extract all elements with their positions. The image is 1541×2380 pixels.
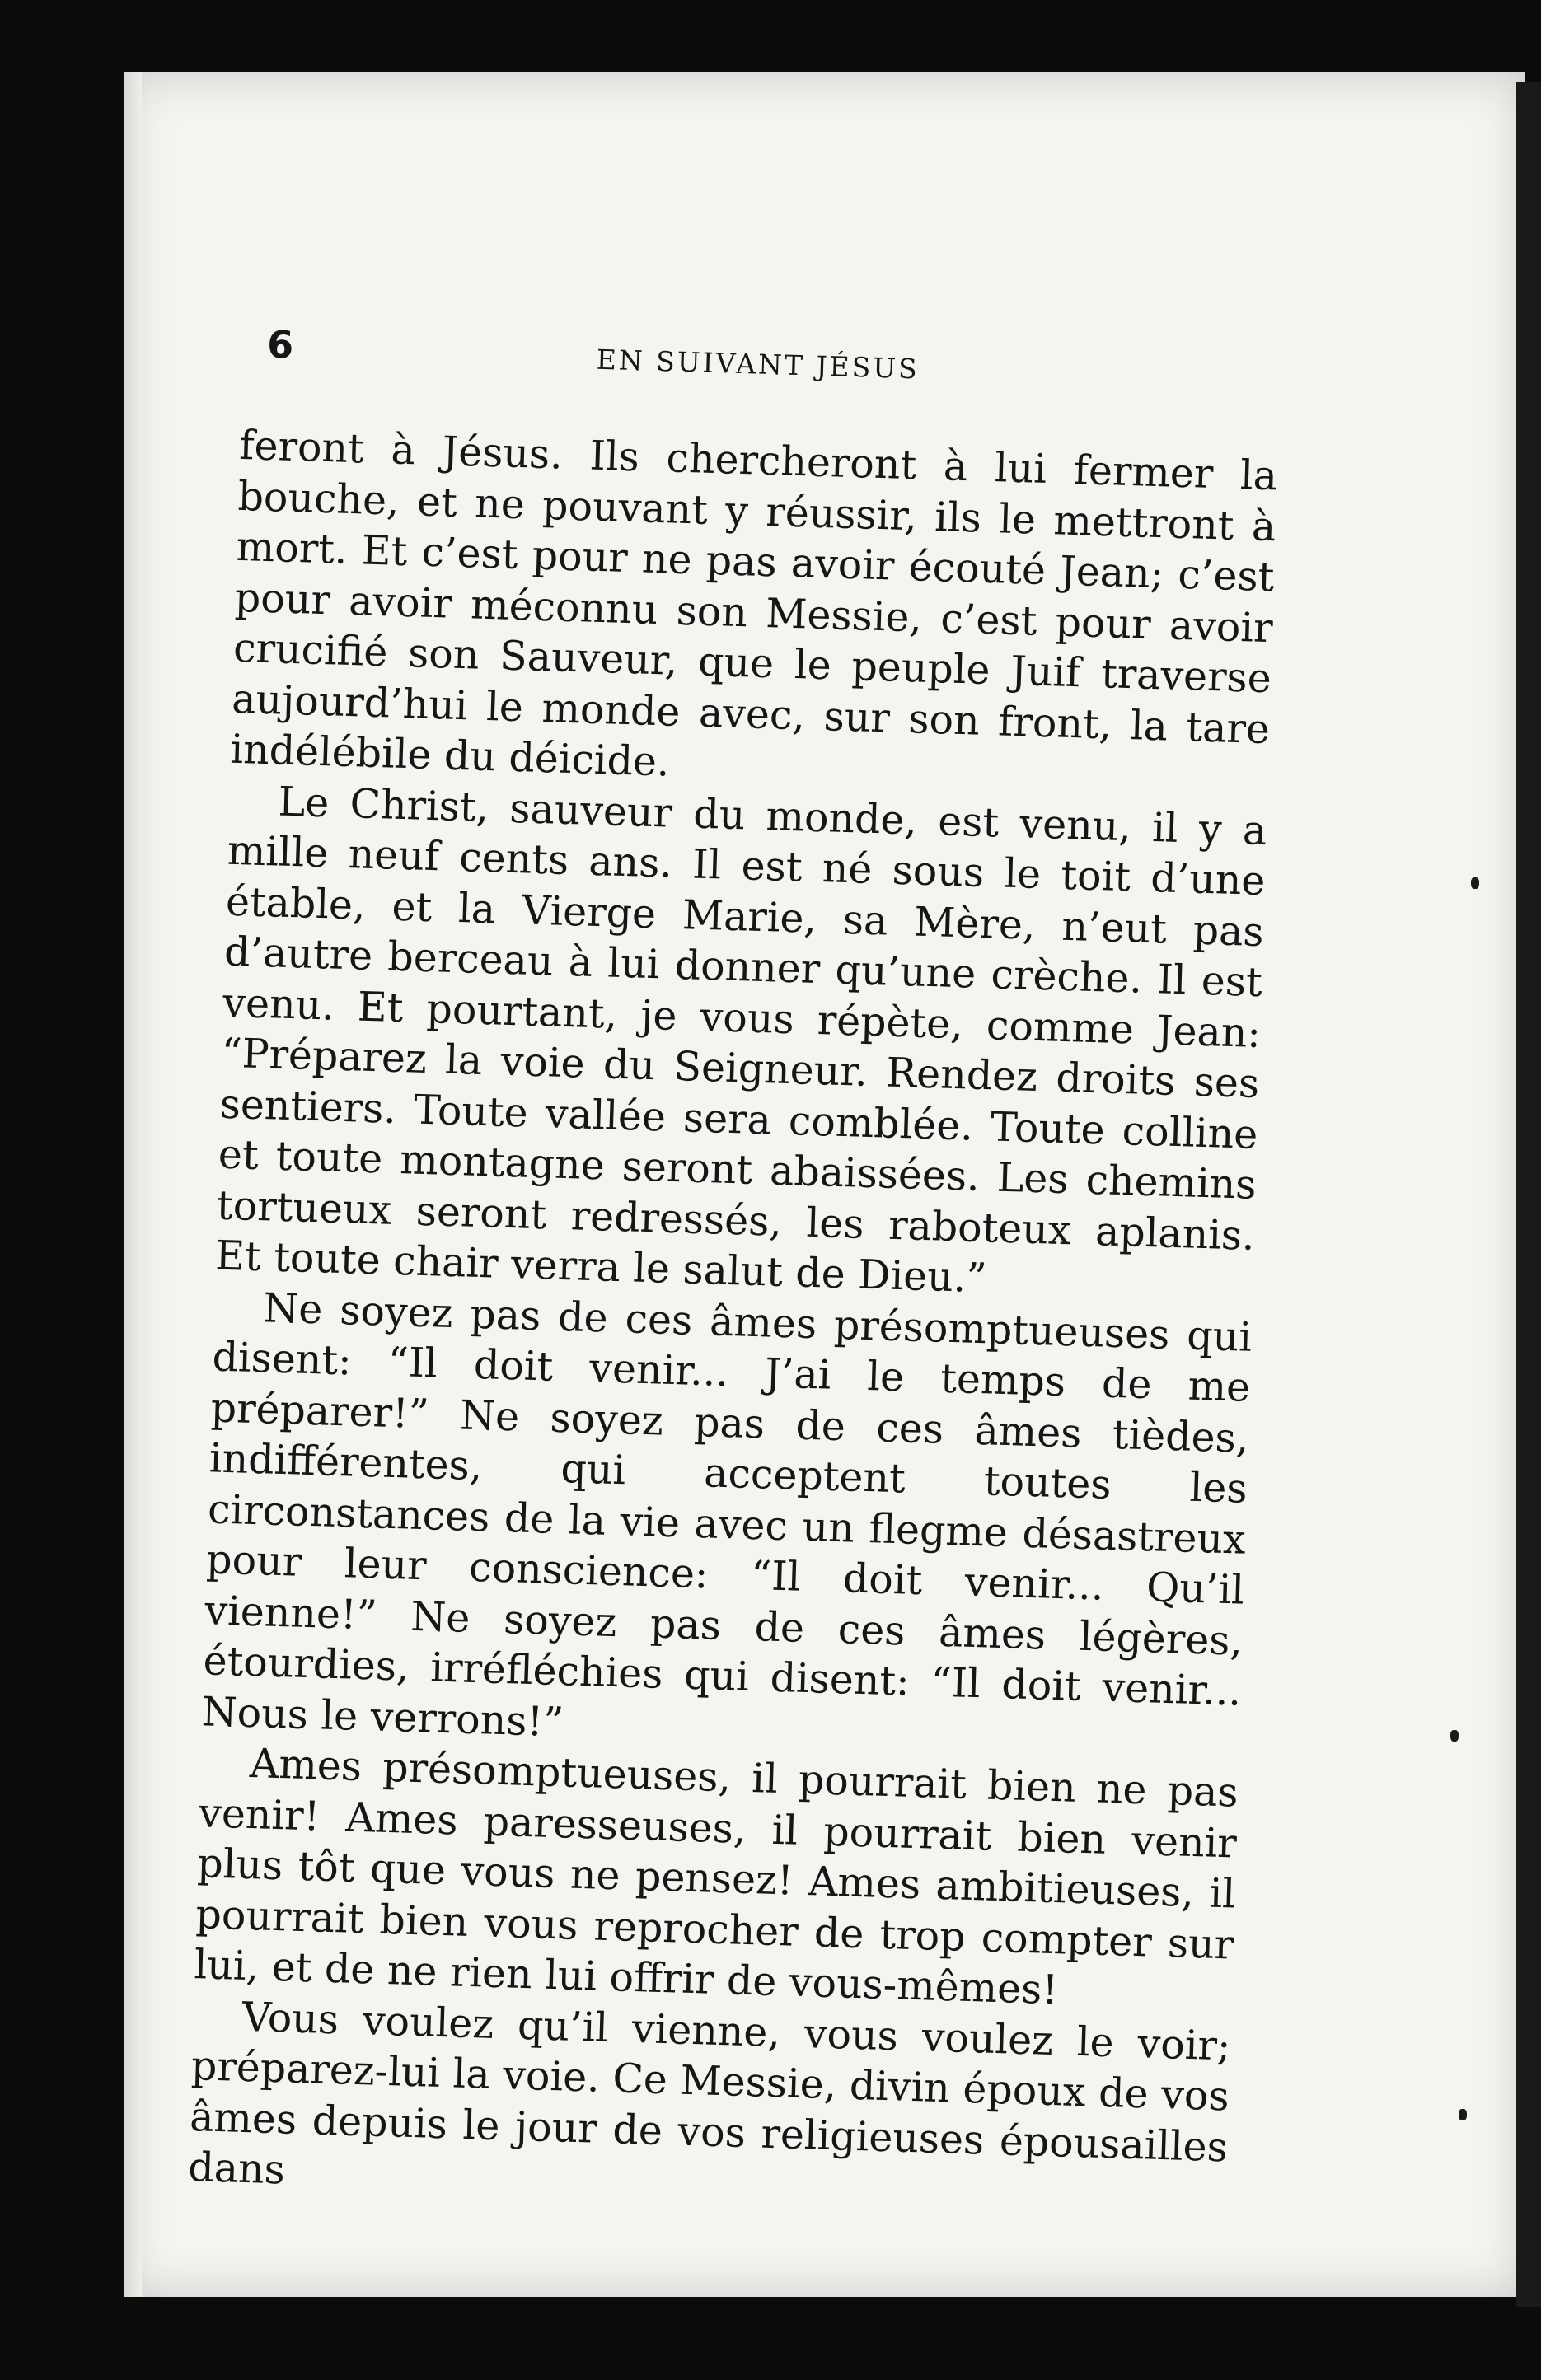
page-text-block — [188, 321, 1281, 2223]
ink-speck — [1471, 877, 1479, 889]
page-binding-edge — [124, 72, 142, 2297]
paragraph: Le Christ, sauveur du monde, est venu, il y a mille neuf cents ans. Il est né sous le toit d’une étable, et la Vierge Marie, sa Mère, n’eut pas d’autre berceau à lui donner qu’une crèche. Il est venu. Et pourtant, je vous répète, comme Jean: “Préparez la voie du Seigneur. Rendez droits ses sentiers. Toute vallée sera comblée. Toute colline et toute montagne seront abaissées. Les chemins tortueux seront redressés, les raboteux aplanis. Et toute chair verra le salut de Dieu.” — [214, 778, 1268, 1302]
paragraph: Vous voulez qu’il vienne, vous voulez le voir; préparez-lui la voie. Ce Messie, divin époux de vos âmes depuis le jour de vos religieuses épousailles dans — [187, 1993, 1232, 2194]
page-right-shadow — [1516, 82, 1541, 2307]
page-number: 6 — [266, 321, 294, 367]
ink-speck — [1450, 1730, 1459, 1742]
ink-speck — [1459, 2109, 1467, 2120]
paragraph: feront à Jésus. Ils chercheront à lui fermer la bouche, et ne pouvant y réussir, ils le mettront à mort. Et c’est pour ne pas avoir écouté Jean; c’est pour avoir méconnu son Messie, c’est pour avoir crucifié son Sauveur, que le peuple Juif traverse aujourd’hui le monde avec, sur son front, la tare indélébile du déicide. — [229, 421, 1278, 786]
paragraph: Ne soyez pas de ces âmes présomptueuses qui disent: “Il doit venir... J’ai le temps de me préparer!” Ne soyez pas de ces âmes tièdes, indifférentes, qui acceptent toutes les circonstances de la vie avec un flegme désastreux pour leur conscience: “Il doit venir... Qu’il vienne!” Ne soyez pas de ces âmes légères, étourdies, irréfléchies qui disent: “Il doit venir... Nous le verrons!” — [201, 1284, 1253, 1746]
running-head: EN SUIVANT JÉSUS — [596, 343, 920, 386]
paragraph: Ames présomptueuses, il pourrait bien ne pas venir! Ames paresseuses, il pourrait bien venir plus tôt que vous ne pensez! Ames ambitieuses, il pourrait bien vous reprocher de trop compter sur lui, et de ne rien lui offrir de vous-mêmes! — [193, 1740, 1239, 2014]
